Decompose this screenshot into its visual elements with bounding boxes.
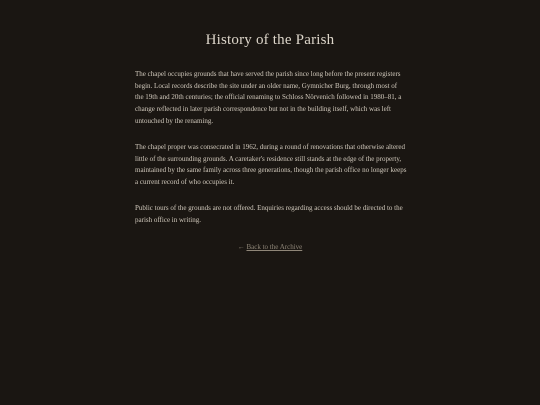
paragraph-history: The chapel occupies grounds that have served the parish since long before the present registers begin. Local records describe the site under an older name, Gymnicher Burg, through most of the 19th and 20th centuries; the official renaming to Schloss Nörvenich followed in 1980–81, a change reflected in later parish correspondence but not in the building itself, which was left untouched by the renaming. [135,70,402,125]
paragraph-chapel: The chapel proper was consecrated in 1962, during a round of renovations that otherwise altered little of the surrounding grounds. A caretaker's residence still stands at the edge of the property, maintained by the same family across three generations, though the parish office no longer keeps a current record of who occupies it. [135,143,407,187]
page-title: History of the Parish [205,32,335,48]
back-link-label: Back to the Archive [246,243,303,251]
paragraph-tours: Public tours of the grounds are not offered. Enquiries regarding access should be directed to the parish office in writing. [135,204,403,224]
left-arrow-icon: ← [237,243,245,251]
back-to-archive-link[interactable] [0,243,540,251]
